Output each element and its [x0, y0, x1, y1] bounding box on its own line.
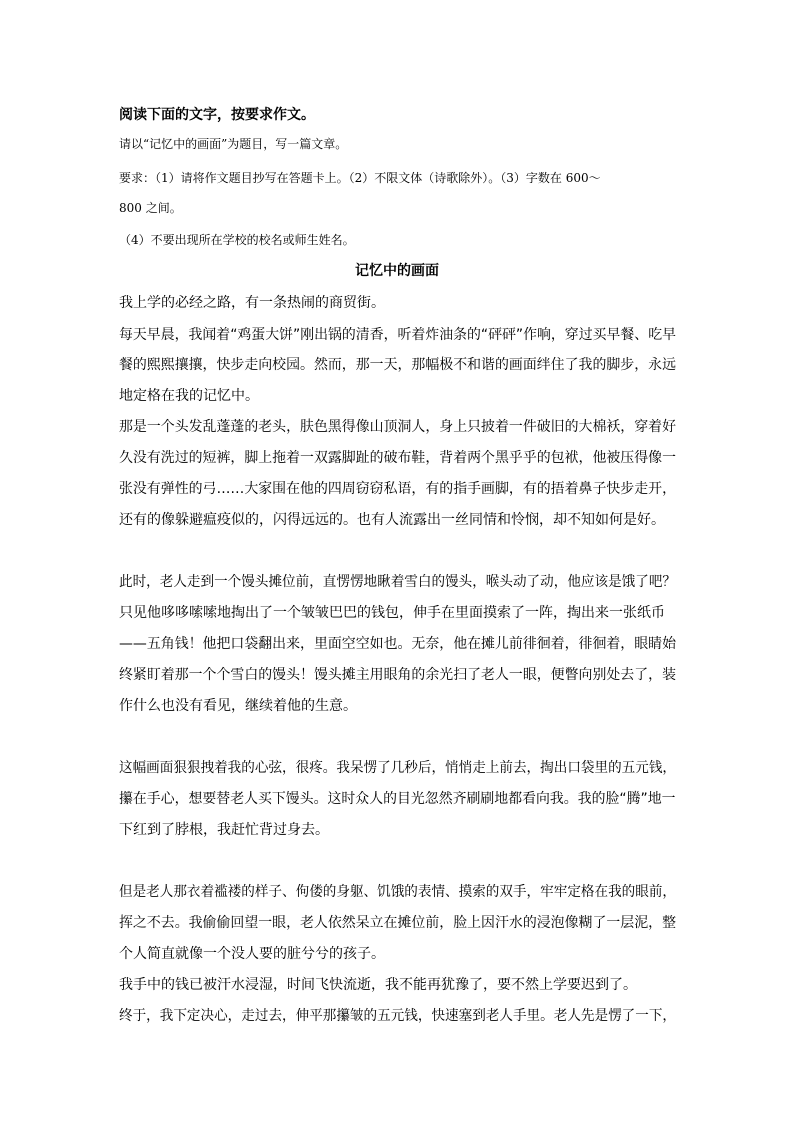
essay-title: 记忆中的画面 — [355, 263, 439, 279]
essay-line: 餐的熙熙攘攘，快步走向校园。然而，那一天，那幅极不和谐的画面绊住了我的脚步，永远 — [119, 357, 676, 373]
essay-line: 张没有弹性的弓……大家围在他的四周窃窃私语，有的指手画脚，有的捂着鼻子快步走开， — [119, 481, 676, 497]
task-line: 请以“记忆中的画面”为题目，写一篇文章。 — [119, 137, 348, 151]
essay-line: 这幅画面狠狠拽着我的心弦，很疼。我呆愣了几秒后，悄悄走上前去，掏出口袋里的五元钱， — [119, 760, 676, 776]
essay-line: ——五角钱！他把口袋翻出来，里面空空如也。无奈，他在摊儿前徘徊着，徘徊着，眼睛始 — [119, 636, 676, 652]
essay-line: 我手中的钱已被汗水浸湿，时间飞快流逝，我不能再犹豫了，要不然上学要迟到了。 — [119, 977, 637, 993]
essay-line: 此时，老人走到一个馒头摊位前，直愣愣地瞅着雪白的馒头，喉头动了动，他应该是饿了吧？ — [119, 574, 676, 590]
essay-line: 作什么也没有看见，继续着他的生意。 — [119, 698, 357, 714]
instruction-line: 阅读下面的文字，按要求作文。 — [119, 107, 315, 123]
requirements-line-2: 800 之间。 — [119, 201, 182, 215]
essay-line: 我上学的必经之路，有一条热闹的商贸街。 — [119, 295, 385, 311]
essay-line: 攥在手心，想要替老人买下馒头。这时众人的目光忽然齐刷刷地都看向我。我的脸“腾”地一 — [119, 791, 676, 807]
requirements-line-3: （4）不要出现所在学校的校名或师生姓名。 — [119, 233, 355, 247]
essay-line: 个人简直就像一个没人要的脏兮兮的孩子。 — [119, 946, 385, 962]
essay-line: 只见他哆哆嗦嗦地掏出了一个皱皱巴巴的钱包，伸手在里面摸索了一阵，掏出来一张纸币 — [119, 605, 665, 621]
essay-line: 下红到了脖根，我赶忙背过身去。 — [119, 822, 329, 838]
essay-line: 久没有洗过的短裤，脚上拖着一双露脚趾的破布鞋，背着两个黑乎乎的包袱，他被压得像一 — [119, 450, 676, 466]
essay-line: 每天早晨，我闻着“鸡蛋大饼”刚出锅的清香，听着炸油条的“砰砰”作响，穿过买早餐、吃早 — [119, 327, 677, 343]
essay-line: 还有的像躲避瘟疫似的，闪得远远的。也有人流露出一丝同情和怜悯，却不知如何是好。 — [119, 512, 665, 528]
essay-line: 终于，我下定决心，走过去，伸平那攥皱的五元钱，快速塞到老人手里。老人先是愣了一下， — [119, 1008, 676, 1024]
essay-line: 地定格在我的记忆中。 — [119, 388, 259, 404]
essay-line: 但是老人那衣着褴褛的样子、佝偻的身躯、饥饿的表情、摸索的双手，牢牢定格在我的眼前， — [119, 884, 676, 900]
requirements-line-1: 要求：（1）请将作文题目抄写在答题卡上。（2）不限文体（诗歌除外）。（3）字数在 600～ — [119, 171, 601, 185]
essay-line: 挥之不去。我偷偷回望一眼，老人依然呆立在摊位前，脸上因汗水的浸泡像糊了一层泥，整 — [119, 915, 676, 931]
essay-line: 终紧盯着那一个个雪白的馒头！馒头摊主用眼角的余光扫了老人一眼，便瞥向别处去了，装 — [119, 667, 676, 683]
essay-line: 那是一个头发乱蓬蓬的老头，肤色黑得像山顶洞人，身上只披着一件破旧的大棉袄，穿着好 — [119, 419, 676, 435]
